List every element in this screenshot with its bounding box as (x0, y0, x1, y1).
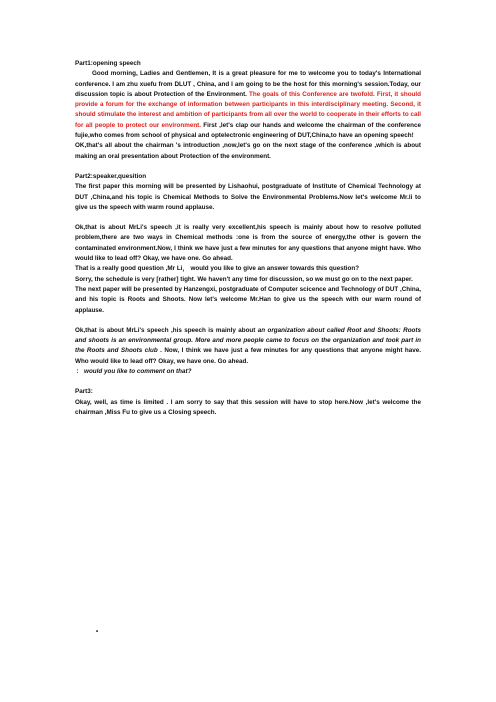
part1-welcome-text: First ,let's clap our hands and welcome the chairman of the conference fujie,who comes from school of physical and optelectronic engineering of DUT,China,to have an opening speech! (75, 121, 421, 140)
part3-paragraph-1: Okay, well, as time is limited . I am sorry to say that this session will have to stop here.Now ,let's welcome the chairman ,Miss Fu to give us a Closing speech. (75, 398, 421, 416)
part1-paragraph-1 (75, 69, 421, 141)
part2-p6-italic: an organization about called Root and Shoots: Roots and shoots is an environmental group. More and more people came to focus on the organization and took part in the Roots and Shoots club (75, 326, 421, 355)
footer-bullet-mark: • (96, 629, 99, 635)
part2-paragraph-1: The first paper this morning will be presented by Lishaohui, postgraduate of Institute of Chemical Technology at DUT ,China,and his topic is Chemical Methods to Solve the Environmental Problems.Now let's welcome Mr.li to give us the speech with warm round applause. (75, 183, 421, 211)
part1-paragraph-2: OK,that's all about the chairman 's introduction ,now,let's go on the next stage of the conference ,which is about making an oral presentation about Protection of the environment. (75, 142, 421, 160)
part2-p6-end: . Now, I think we have just a few minutes for any questions that anyone might have. Who would like to lead off? Okay, we have one. Go ahead. (75, 347, 421, 365)
part2-paragraph-2: Ok,that is about MrLi's speech ,it is really very excellent,his speech is mainly about how to resolve polluted problem,there are two ways in Chemical methods :one is from the source of energy,the other is govern the contaminated environment.Now, I think we have just a few minutes for any questions that anyone might have. Who would like to lead off? Okay, we have one. Go ahead. (75, 224, 421, 263)
part2-bullet-line (75, 367, 421, 377)
document-body (75, 59, 421, 418)
part2-p6-start: Ok,that is about MrLi's speech ,his speech is mainly about (75, 326, 258, 334)
part1-intro-text: Good morning, Ladies and Gentlemen, It is a great pleasure for me to welcome you to today's International conference. I am zhu xuefu from DLUT , China, and I am going to be the host for this morning's session.Today, our discussion topic is about Protection of the Environment. (75, 70, 421, 98)
part2-heading: Part2:speaker,quesition (75, 172, 147, 180)
part2-paragraph-4: Sorry, the schedule is very [rather] tight. We haven't any time for discussion, so we must go on to the next paper. (75, 275, 413, 283)
part2-bullet-text: would you like to comment on that? (82, 368, 192, 376)
part2-paragraph-5: The next paper will be presented by Hanzengxi, postgraduate of Computer scicence and Technology of DUT ,China, and his topic is Roots and Shoots. Now let's welcome Mr.Han to give us the speech with our warm round of applause. (75, 285, 421, 314)
part2-paragraph-3: That is a really good question ,Mr Li， would you like to give an answer towards this question? (75, 265, 360, 273)
bullet-mark: ： (76, 368, 83, 376)
part1-goals-text: The goals of this Conference are twofold. First, it should provide a forum for the exchange of information between participants in this interdisciplinary meeting. Second, it should stimulate the interest and ambition of participants from all over the world to cooperate in their efforts to call for all people to protect our environment. (75, 90, 421, 129)
part2-paragraph-6 (75, 326, 421, 367)
part1-heading: Part1:opening speech (75, 60, 141, 67)
part3-heading: Part3: (75, 388, 93, 396)
